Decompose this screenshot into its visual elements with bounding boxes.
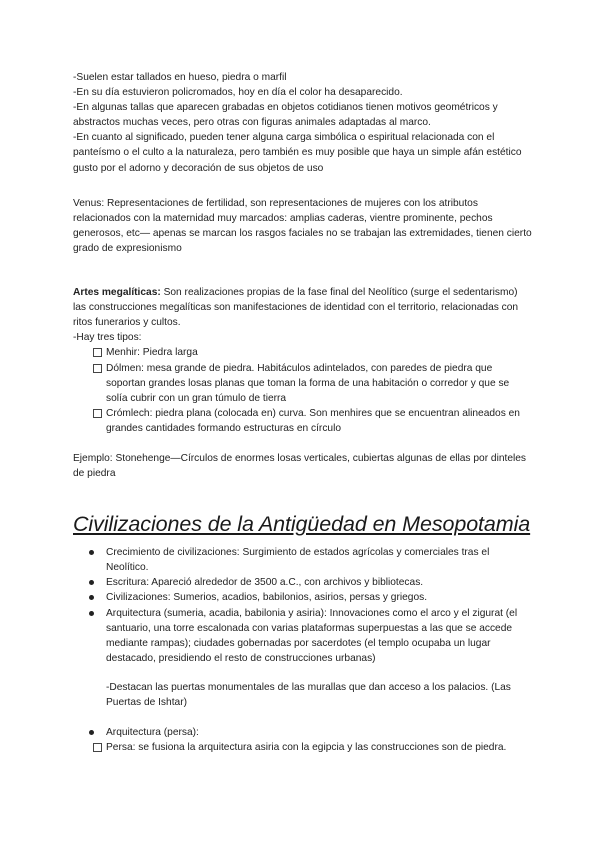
- megaliticas-paragraph: [73, 285, 533, 330]
- checklist-item: Menhir: Piedra larga: [73, 345, 533, 360]
- megaliticas-text: Son realizaciones propias de la fase final del Neolítico (surge el sedentarismo) las construcciones megalíticas son manifestaciones de identidad con el territorio, relacionadas con ritos funerarios y cultos.: [73, 287, 519, 329]
- intro-line: -En su día estuvieron policromados, hoy en día el color ha desaparecido.: [73, 87, 403, 99]
- bullet-item: Escritura: Apareció alrededor de 3500 a.C., con archivos y bibliotecas.: [73, 575, 533, 590]
- bullet-item: Arquitectura (persa):: [73, 725, 533, 740]
- checkbox-icon[interactable]: [93, 743, 102, 752]
- checklist-item: Persa: se fusiona la arquitectura asiria con la egipcia y las construcciones son de piedra.: [73, 740, 533, 755]
- tipos-intro: -Hay tres tipos:: [73, 332, 142, 344]
- mesopotamia-bullets: [73, 545, 533, 666]
- megaliticas-label: Artes megalíticas:: [73, 287, 161, 299]
- bullet-icon: [89, 611, 94, 616]
- venus-paragraph: Venus: Representaciones de fertilidad, son representaciones de mujeres con los atributos relacionados con la maternidad muy marcados: amplias caderas, vientre prominente, pechos generosos, etc— apenas se marcan los rasgos faciales no se trabajan las extremidades, tienen cierto grado de expresionismo: [73, 197, 532, 254]
- section-heading: Civilizaciones de la Antigüedad en Mesopotamia: [73, 512, 531, 537]
- checklist-item: Dólmen: mesa grande de piedra. Habitáculos adintelados, con paredes de piedra que soportan grandes losas planas que toman la forma de una habitación o corredor y que se solía cubrir con un gran túmulo de tierra: [73, 361, 533, 406]
- persa-checklist: [73, 740, 533, 755]
- bullet-icon: [89, 595, 94, 600]
- puertas-note: -Destacan las puertas monumentales de las murallas que dan acceso a los palacios. (Las Puertas de Ishtar): [106, 681, 511, 708]
- intro-line: -En algunas tallas que aparecen grabadas en objetos cotidianos tienen motivos geométricos y abstractos muchas veces, pero otras con figuras animales adaptadas al marco.: [73, 102, 498, 129]
- bullet-item: Crecimiento de civilizaciones: Surgimiento de estados agrícolas y comerciales tras el Neolítico.: [73, 545, 533, 575]
- checkbox-icon[interactable]: [93, 348, 102, 357]
- checkbox-icon[interactable]: [93, 409, 102, 418]
- checklist-item: Crómlech: piedra plana (colocada en) curva. Son menhires que se encuentran alineados en grandes cantidades formando estructuras en círculo: [73, 406, 533, 436]
- intro-line: -Suelen estar tallados en hueso, piedra o marfil: [73, 72, 287, 83]
- intro-line: -En cuanto al significado, pueden tener alguna carga simbólica o espiritual relacionada con el panteísmo o el culto a la naturaleza, pero también es muy posible que haya un simple afán estético gusto por el adorno y decoración de sus objetos de uso: [73, 132, 522, 174]
- bullet-item: Civilizaciones: Sumerios, acadios, babilonios, asirios, persas y griegos.: [73, 590, 533, 605]
- document-page: [73, 70, 533, 755]
- bullet-item: Arquitectura (sumeria, acadia, babilonia y asiria): Innovaciones como el arco y el zigurat (el santuario, una torre escalonada con varias plataformas superpuestas a las que se accede mediante rampas); ciudades gobernadas por sacerdotes (el templo ocupaba un lugar destacado, presidiendo el resto de construcciones urbanas): [73, 606, 533, 666]
- ejemplo-paragraph: Ejemplo: Stonehenge—Círculos de enormes losas verticales, cubiertas algunas de ellas por dinteles de piedra: [73, 452, 527, 480]
- bullet-icon: [89, 550, 94, 555]
- bullet-icon: [89, 730, 94, 735]
- tipos-checklist: [73, 345, 533, 436]
- checkbox-icon[interactable]: [93, 364, 102, 373]
- bullet-icon: [89, 580, 94, 585]
- persa-bullets: [73, 725, 533, 740]
